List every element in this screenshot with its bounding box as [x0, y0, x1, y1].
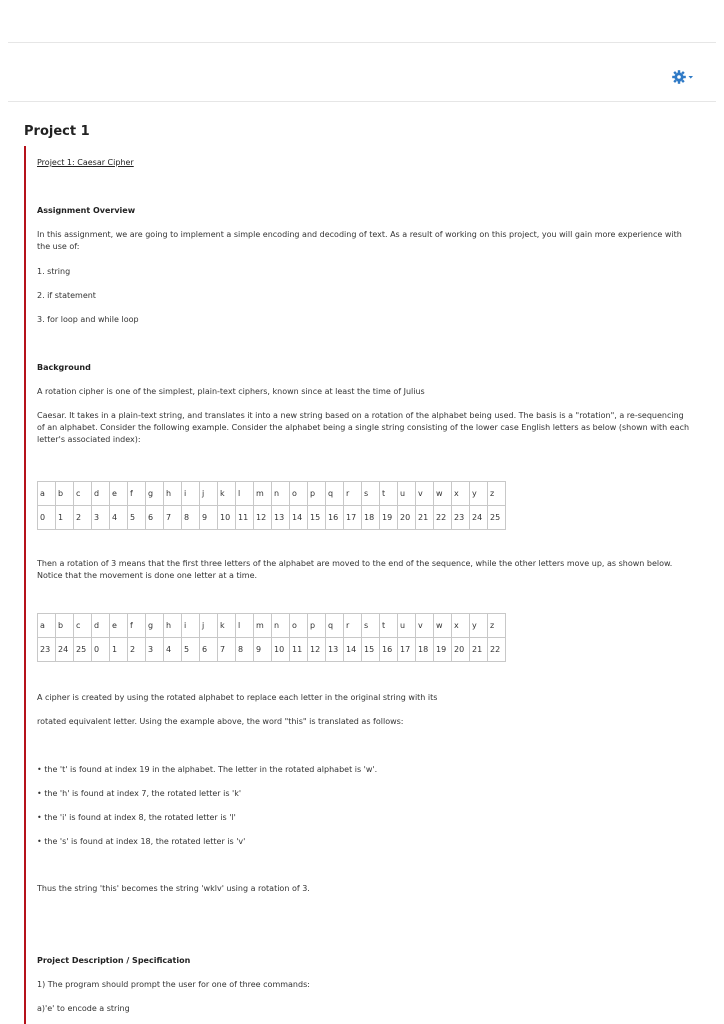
- index-cell: 6: [200, 638, 218, 662]
- index-cell: 3: [92, 506, 110, 530]
- article-content: [24, 146, 710, 1024]
- letter-cell: y: [470, 482, 488, 506]
- project-link[interactable]: Project 1: Caesar Cipher: [37, 158, 134, 167]
- letter-cell: c: [74, 614, 92, 638]
- index-cell: 18: [416, 638, 434, 662]
- letter-cell: k: [218, 482, 236, 506]
- uses-item: 3. for loop and while loop: [37, 315, 139, 324]
- letter-cell: m: [254, 614, 272, 638]
- index-cell: 17: [344, 506, 362, 530]
- index-cell: 3: [146, 638, 164, 662]
- letter-cell: i: [182, 614, 200, 638]
- index-cell: 9: [200, 506, 218, 530]
- letter-cell: f: [128, 614, 146, 638]
- index-cell: 9: [254, 638, 272, 662]
- bullet-item: • the 'h' is found at index 7, the rotated letter is 'k': [37, 789, 242, 798]
- letter-cell: e: [110, 482, 128, 506]
- indices-row: [38, 506, 506, 530]
- letter-cell: v: [416, 482, 434, 506]
- index-cell: 4: [110, 506, 128, 530]
- letter-cell: b: [56, 614, 74, 638]
- letter-cell: w: [434, 482, 452, 506]
- index-cell: 12: [254, 506, 272, 530]
- uses-item: 1. string: [37, 267, 71, 276]
- letter-cell: p: [308, 614, 326, 638]
- letter-cell: g: [146, 482, 164, 506]
- background-paragraph: Caesar. It takes in a plain-text string, and translates it into a new string based on a rotation of the alphabet being used. The basis is a "rotation", a re-sequencing of an alphabet. Consider the following example. Consider the alphabet being a single string consisting of the lower case English letters as below (shown with each letter's associated index):: [37, 411, 690, 444]
- index-cell: 12: [308, 638, 326, 662]
- letter-cell: g: [146, 614, 164, 638]
- letter-cell: y: [470, 614, 488, 638]
- index-cell: 6: [146, 506, 164, 530]
- letter-cell: h: [164, 482, 182, 506]
- letter-cell: e: [110, 614, 128, 638]
- rotated-alphabet-table: [37, 613, 506, 662]
- letter-cell: a: [38, 614, 56, 638]
- top-navbar: [8, 42, 716, 102]
- index-cell: 1: [110, 638, 128, 662]
- spec-line: 1) The program should prompt the user for one of three commands:: [37, 980, 310, 989]
- index-cell: 22: [434, 506, 452, 530]
- letter-cell: r: [344, 482, 362, 506]
- letter-cell: n: [272, 482, 290, 506]
- spec-line: a)'e' to encode a string: [37, 1004, 130, 1013]
- index-cell: 5: [182, 638, 200, 662]
- gear-icon[interactable]: [672, 69, 694, 85]
- letter-cell: h: [164, 614, 182, 638]
- letter-cell: l: [236, 614, 254, 638]
- index-cell: 21: [416, 506, 434, 530]
- letter-cell: t: [380, 482, 398, 506]
- index-cell: 5: [128, 506, 146, 530]
- letter-cell: z: [488, 482, 506, 506]
- overview-text: In this assignment, we are going to implement a simple encoding and decoding of text. As a result of working on this project, you will gain more experience with the use of:: [37, 230, 682, 251]
- letter-cell: d: [92, 614, 110, 638]
- letters-row: [38, 614, 506, 638]
- letter-cell: z: [488, 614, 506, 638]
- bullet-item: • the 's' is found at index 18, the rotated letter is 'v': [37, 837, 246, 846]
- index-cell: 11: [290, 638, 308, 662]
- letter-cell: q: [326, 614, 344, 638]
- letter-cell: w: [434, 614, 452, 638]
- letters-row: [38, 482, 506, 506]
- letter-cell: u: [398, 482, 416, 506]
- index-cell: 2: [74, 506, 92, 530]
- index-cell: 25: [488, 506, 506, 530]
- letter-cell: o: [290, 614, 308, 638]
- index-cell: 24: [56, 638, 74, 662]
- index-cell: 14: [290, 506, 308, 530]
- index-cell: 10: [218, 506, 236, 530]
- letter-cell: f: [128, 482, 146, 506]
- cipher-line: rotated equivalent letter. Using the example above, the word "this" is translated as follows:: [37, 717, 404, 726]
- letter-cell: x: [452, 614, 470, 638]
- letter-cell: t: [380, 614, 398, 638]
- index-cell: 15: [362, 638, 380, 662]
- index-cell: 7: [164, 506, 182, 530]
- index-cell: 14: [344, 638, 362, 662]
- cipher-line: A cipher is created by using the rotated alphabet to replace each letter in the original string with its: [37, 693, 438, 702]
- index-cell: 16: [380, 638, 398, 662]
- letter-cell: v: [416, 614, 434, 638]
- letter-cell: j: [200, 482, 218, 506]
- thus-text: Thus the string 'this' becomes the string 'wklv' using a rotation of 3.: [37, 884, 310, 893]
- index-cell: 0: [92, 638, 110, 662]
- letter-cell: q: [326, 482, 344, 506]
- letter-cell: l: [236, 482, 254, 506]
- index-cell: 19: [434, 638, 452, 662]
- letter-cell: i: [182, 482, 200, 506]
- index-cell: 10: [272, 638, 290, 662]
- uses-item: 2. if statement: [37, 291, 96, 300]
- letter-cell: s: [362, 482, 380, 506]
- index-cell: 17: [398, 638, 416, 662]
- index-cell: 11: [236, 506, 254, 530]
- index-cell: 19: [380, 506, 398, 530]
- letter-cell: j: [200, 614, 218, 638]
- index-cell: 15: [308, 506, 326, 530]
- letter-cell: p: [308, 482, 326, 506]
- letter-cell: a: [38, 482, 56, 506]
- index-cell: 23: [38, 638, 56, 662]
- letter-cell: d: [92, 482, 110, 506]
- letter-cell: x: [452, 482, 470, 506]
- index-cell: 2: [128, 638, 146, 662]
- letter-cell: o: [290, 482, 308, 506]
- background-heading: Background: [37, 363, 91, 372]
- page-title: Project 1: [24, 124, 90, 139]
- letter-cell: b: [56, 482, 74, 506]
- overview-heading: Assignment Overview: [37, 206, 136, 215]
- letter-cell: m: [254, 482, 272, 506]
- index-cell: 18: [362, 506, 380, 530]
- letter-cell: u: [398, 614, 416, 638]
- index-cell: 1: [56, 506, 74, 530]
- index-cell: 22: [488, 638, 506, 662]
- letter-cell: r: [344, 614, 362, 638]
- alphabet-table: [37, 481, 506, 530]
- index-cell: 0: [38, 506, 56, 530]
- index-cell: 21: [470, 638, 488, 662]
- index-cell: 16: [326, 506, 344, 530]
- index-cell: 13: [272, 506, 290, 530]
- index-cell: 8: [182, 506, 200, 530]
- index-cell: 20: [452, 638, 470, 662]
- index-cell: 20: [398, 506, 416, 530]
- index-cell: 25: [74, 638, 92, 662]
- indices-row: [38, 638, 506, 662]
- index-cell: 4: [164, 638, 182, 662]
- bullet-item: • the 'i' is found at index 8, the rotated letter is 'l': [37, 813, 236, 822]
- index-cell: 23: [452, 506, 470, 530]
- letter-cell: s: [362, 614, 380, 638]
- index-cell: 7: [218, 638, 236, 662]
- bullet-item: • the 't' is found at index 19 in the alphabet. The letter in the rotated alphabet is 'w'.: [37, 765, 378, 774]
- background-line: A rotation cipher is one of the simplest, plain-text ciphers, known since at least the time of Julius: [37, 387, 425, 396]
- letter-cell: n: [272, 614, 290, 638]
- index-cell: 8: [236, 638, 254, 662]
- index-cell: 13: [326, 638, 344, 662]
- letter-cell: c: [74, 482, 92, 506]
- spec-heading: Project Description / Specification: [37, 956, 191, 965]
- rotation-paragraph: Then a rotation of 3 means that the first three letters of the alphabet are moved to the end of the sequence, while the other letters move up, as shown below. Notice that the movement is done one letter at a time.: [37, 559, 673, 580]
- index-cell: 24: [470, 506, 488, 530]
- letter-cell: k: [218, 614, 236, 638]
